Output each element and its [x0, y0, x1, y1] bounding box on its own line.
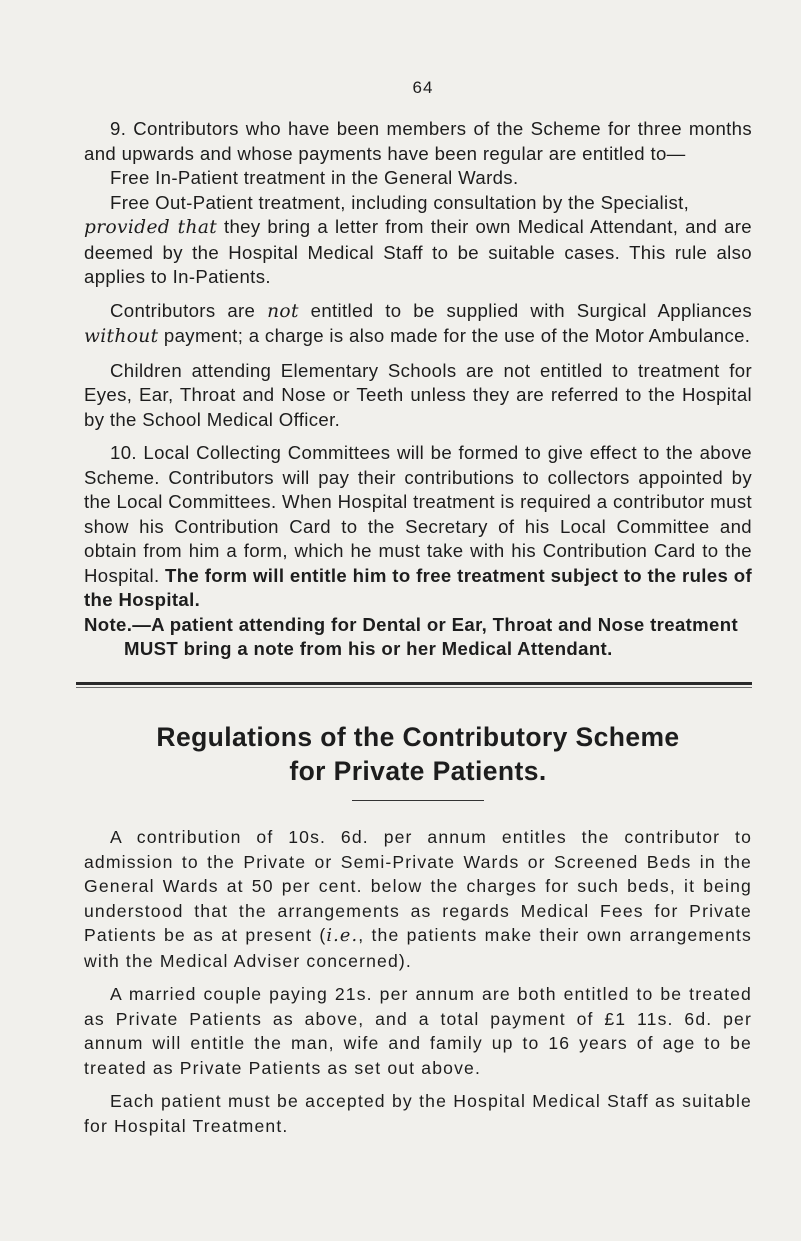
- appliances-text-start: Contributors are: [110, 299, 268, 321]
- children-paragraph: Children attending Elementary Schools are not entitled to treatment for Eyes, Ear, Throat and Nose or Teeth unless they are referred to the Hospital by the School Medical Officer.: [84, 359, 752, 430]
- section-divider-thick: [76, 682, 752, 685]
- section-10-text: 10. Local Collecting Committees will be formed to give effect to the above Scheme. Contributors will pay their contributions to collectors appointed by the Local Committees. When Hospital treatment is required a contributor must show his Contribution Card to the Secretary of his Local Committee and obtain from him a form, which he must take with his Contribution Card to the Hospital.: [84, 442, 752, 586]
- benefit-outpatient: Free Out-Patient treatment, including consultation by the Specialist,: [110, 191, 690, 213]
- appliances-paragraph: [84, 299, 752, 350]
- appliances-text-end: payment; a charge is also made for the use of the Motor Ambulance.: [158, 325, 751, 346]
- regulations-ie-emphasis: i.e.: [326, 926, 359, 946]
- page-number: 64: [412, 78, 434, 97]
- regulations-paragraph-2: A married couple paying 21s. per annum are both entitled to be treated as Private Patients as above, and a total payment of £1 11s. 6d. per annum will entitle the man, wife and family up to 16 years of age to be treated as Private Patients as set out above.: [84, 984, 752, 1078]
- document-page: [84, 78, 752, 1147]
- benefit-inpatient: Free In-Patient treatment in the General Wards.: [110, 167, 519, 188]
- proviso-paragraph: [84, 215, 752, 290]
- section-10-bold-text: The form will entitle him to free treatment subject to the rules of the Hospital.: [84, 564, 752, 610]
- regulations-heading-line-2: for Private Patients.: [289, 755, 547, 786]
- heading-underline: [352, 800, 484, 802]
- proviso-text: they bring a letter from their own Medical Attendant, and are deemed by the Hospital Medical Staff to be suitable cases. This rule also applies to In-Patients.: [84, 216, 752, 287]
- regulations-paragraph-1: [84, 825, 752, 973]
- regulations-paragraph-1-start: A contribution of 10s. 6d. per annum entitles the contributor to admission to the Private or Semi-Private Wards or Screened Beds in the General Wards at 50 per cent. below the charges for such beds, it being understood that the arrangements as regards Medical Fees for Private Patients be as at present (: [84, 827, 752, 945]
- regulations-heading-line-1: Regulations of the Contributory Scheme: [156, 721, 680, 752]
- regulations-paragraph-3: Each patient must be accepted by the Hospital Medical Staff as suitable for Hospital Treatment.: [84, 1091, 752, 1136]
- appliances-text-mid: entitled to be supplied with Surgical Appliances: [298, 299, 752, 321]
- appliances-without-emphasis: without: [84, 326, 159, 347]
- proviso-emphasis: provided that: [84, 217, 218, 238]
- note-paragraph: Note.—A patient attending for Dental or Ear, Throat and Nose treatment MUST bring a note from his or her Medical Attendant.: [84, 613, 738, 659]
- appliances-not-emphasis: not: [267, 300, 299, 322]
- section-10-paragraph: [84, 441, 752, 613]
- section-divider-thin: [76, 687, 752, 688]
- section-9-intro: 9. Contributors who have been members of the Scheme for three months and upwards and whose payments have been regular are entitled to—: [84, 118, 752, 164]
- regulations-paragraph-1-end: , the patients make their own arrangements with the Medical Adviser concerned).: [84, 925, 752, 971]
- regulations-heading: [84, 720, 752, 788]
